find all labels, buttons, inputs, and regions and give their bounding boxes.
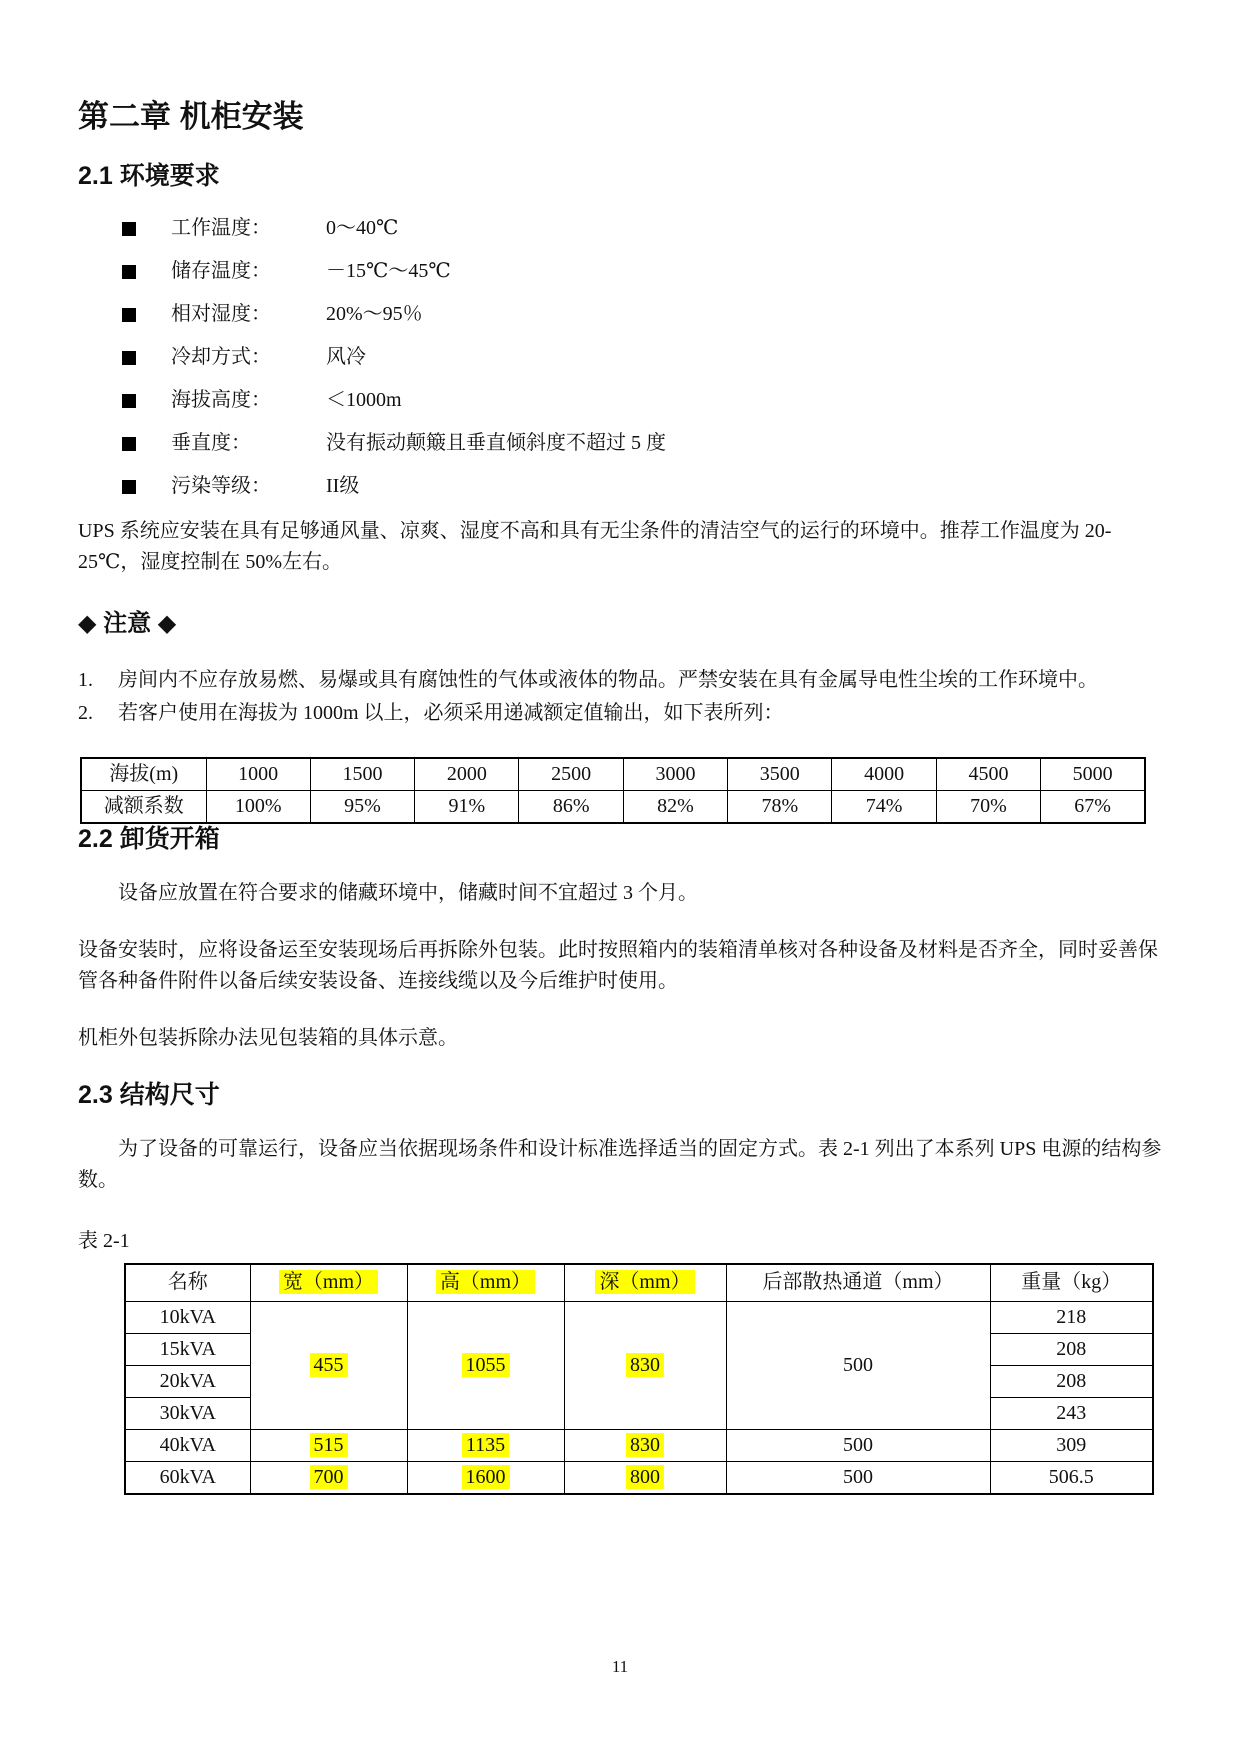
list-item (78, 258, 1162, 285)
bullet-label: 工作温度： (171, 217, 271, 240)
square-bullet-icon (122, 308, 136, 322)
bullet-value: II级 (326, 475, 360, 498)
chapter-title: 第二章 机柜安装 (78, 99, 304, 134)
notice-item-number: 1. (78, 668, 93, 691)
weight-cell: 218 (990, 1301, 1153, 1333)
model-cell: 10kVA (125, 1301, 250, 1333)
table-cell: 海拔(m) (81, 758, 206, 791)
notice-list (78, 665, 1162, 729)
table-cell: 1500 (310, 758, 414, 791)
section-2-2-heading: 2.2 卸货开箱 (78, 824, 220, 853)
header-cell-rear-channel: 后部散热通道（mm） (726, 1264, 990, 1302)
table-cell: 3500 (728, 758, 832, 791)
weight-cell: 208 (990, 1333, 1153, 1365)
table-cell: 100% (206, 790, 310, 823)
rear-channel-cell: 500 (726, 1429, 990, 1461)
dim-cell-width (250, 1429, 407, 1461)
storage-paragraph: 设备应放置在符合要求的储藏环境中，储藏时间不宜超过 3 个月。 (118, 881, 698, 904)
highlighted-value: 1135 (462, 1433, 509, 1457)
highlighted-value: 515 (310, 1433, 348, 1457)
bullet-label: 冷却方式： (171, 346, 271, 369)
notice-item (78, 698, 1162, 729)
table-cell: 3000 (623, 758, 727, 791)
bullet-label: 相对湿度： (171, 303, 271, 326)
model-cell: 20kVA (125, 1365, 250, 1397)
dimensions-table (124, 1263, 1154, 1495)
bullet-value: 风冷 (326, 346, 366, 369)
weight-cell: 309 (990, 1429, 1153, 1461)
square-bullet-icon (122, 437, 136, 451)
packaging-note-paragraph: 机柜外包装拆除办法见包装箱的具体示意。 (78, 1026, 458, 1049)
section-2-1-heading: 2.1 环境要求 (78, 162, 220, 191)
header-cell-height (407, 1264, 564, 1302)
table-cell: 4500 (936, 758, 1040, 791)
weight-cell: 506.5 (990, 1461, 1153, 1494)
dim-cell-depth (564, 1429, 726, 1461)
bullet-value: ＜1000m (326, 389, 402, 412)
environment-paragraph: UPS 系统应安装在具有足够通风量、凉爽、湿度不高和具有无尘条件的清洁空气的运行的环境中。推荐工作温度为 20-25℃，湿度控制在 50%左右。 (78, 520, 1112, 574)
notice-heading: ◆ 注意 ◆ (78, 610, 177, 638)
highlighted-value: 1600 (462, 1465, 510, 1489)
dim-cell-depth (564, 1461, 726, 1494)
bullet-label: 污染等级： (171, 475, 271, 498)
table-cell: 82% (623, 790, 727, 823)
bullet-label: 海拔高度： (171, 389, 271, 412)
rear-channel-cell: 500 (726, 1301, 990, 1429)
table-row (125, 1461, 1153, 1494)
highlighted-value: 700 (310, 1465, 348, 1489)
table-header-row (125, 1264, 1153, 1302)
list-item (78, 344, 1162, 371)
highlighted-text: 深（mm） (595, 1270, 694, 1294)
model-cell: 15kVA (125, 1333, 250, 1365)
square-bullet-icon (122, 394, 136, 408)
environment-requirements-list (78, 215, 1162, 500)
model-cell: 30kVA (125, 1397, 250, 1429)
table-cell: 95% (310, 790, 414, 823)
section-2-3-heading: 2.3 结构尺寸 (78, 1080, 220, 1109)
notice-item-text: 若客户使用在海拔为 1000m 以上，必须采用递减额定值输出，如下表所列： (118, 701, 784, 724)
notice-item-text: 房间内不应存放易燃、易爆或具有腐蚀性的气体或液体的物品。严禁安装在具有金属导电性尘埃的工作环境中。 (118, 668, 1098, 691)
header-cell-weight: 重量（kg） (990, 1264, 1153, 1302)
bullet-value: －15℃～45℃ (326, 260, 451, 283)
notice-item (78, 665, 1162, 696)
header-cell-depth (564, 1264, 726, 1302)
dim-cell-width (250, 1301, 407, 1429)
table-cell: 86% (519, 790, 623, 823)
unpacking-paragraph: 设备安装时，应将设备运至安装现场后再拆除外包装。此时按照箱内的装箱清单核对各种设备及材料是否齐全，同时妥善保管各种备件附件以备后续安装设备、连接线缆以及今后维护时使用。 (78, 938, 1158, 992)
header-cell-name: 名称 (125, 1264, 250, 1302)
bullet-value: 20%～95％ (326, 303, 423, 326)
list-item (78, 215, 1162, 242)
model-cell: 40kVA (125, 1429, 250, 1461)
highlighted-value: 830 (626, 1353, 664, 1377)
table-caption: 表 2-1 (78, 1229, 130, 1252)
table-cell: 4000 (832, 758, 936, 791)
highlighted-text: 宽（mm） (279, 1270, 378, 1294)
highlighted-value: 1055 (462, 1353, 510, 1377)
bullet-label: 储存温度： (171, 260, 271, 283)
list-item (78, 430, 1162, 457)
table-cell: 2500 (519, 758, 623, 791)
list-item (78, 301, 1162, 328)
table-cell: 5000 (1041, 758, 1145, 791)
table-row (125, 1429, 1153, 1461)
highlighted-value: 455 (310, 1353, 348, 1377)
square-bullet-icon (122, 265, 136, 279)
weight-cell: 243 (990, 1397, 1153, 1429)
bullet-value: 0～40℃ (326, 217, 399, 240)
weight-cell: 208 (990, 1365, 1153, 1397)
list-item (78, 387, 1162, 414)
dim-cell-height (407, 1429, 564, 1461)
table-row (81, 790, 1145, 823)
table-cell: 70% (936, 790, 1040, 823)
square-bullet-icon (122, 480, 136, 494)
model-cell: 60kVA (125, 1461, 250, 1494)
table-cell: 2000 (415, 758, 519, 791)
table-cell: 91% (415, 790, 519, 823)
dim-cell-height (407, 1301, 564, 1429)
table-cell: 67% (1041, 790, 1145, 823)
list-item (78, 473, 1162, 500)
table-cell: 减额系数 (81, 790, 206, 823)
header-cell-width (250, 1264, 407, 1302)
page-number: 11 (611, 1656, 629, 1676)
bullet-label: 垂直度： (171, 432, 251, 455)
altitude-derating-table (80, 757, 1146, 824)
highlighted-text: 高（mm） (436, 1270, 535, 1294)
dim-cell-height (407, 1461, 564, 1494)
highlighted-value: 830 (626, 1433, 664, 1457)
dim-cell-width (250, 1461, 407, 1494)
notice-item-number: 2. (78, 701, 93, 724)
structure-paragraph: 为了设备的可靠运行，设备应当依据现场条件和设计标准选择适当的固定方式。表 2-1 列出了本系列 UPS 电源的结构参数。 (78, 1137, 1162, 1191)
dim-cell-depth (564, 1301, 726, 1429)
table-cell: 78% (728, 790, 832, 823)
rear-channel-cell: 500 (726, 1461, 990, 1494)
table-row (125, 1301, 1153, 1333)
bullet-value: 没有振动颠簸且垂直倾斜度不超过 5 度 (326, 432, 666, 455)
highlighted-value: 800 (626, 1465, 664, 1489)
table-cell: 74% (832, 790, 936, 823)
table-row (81, 758, 1145, 791)
square-bullet-icon (122, 351, 136, 365)
table-cell: 1000 (206, 758, 310, 791)
square-bullet-icon (122, 222, 136, 236)
